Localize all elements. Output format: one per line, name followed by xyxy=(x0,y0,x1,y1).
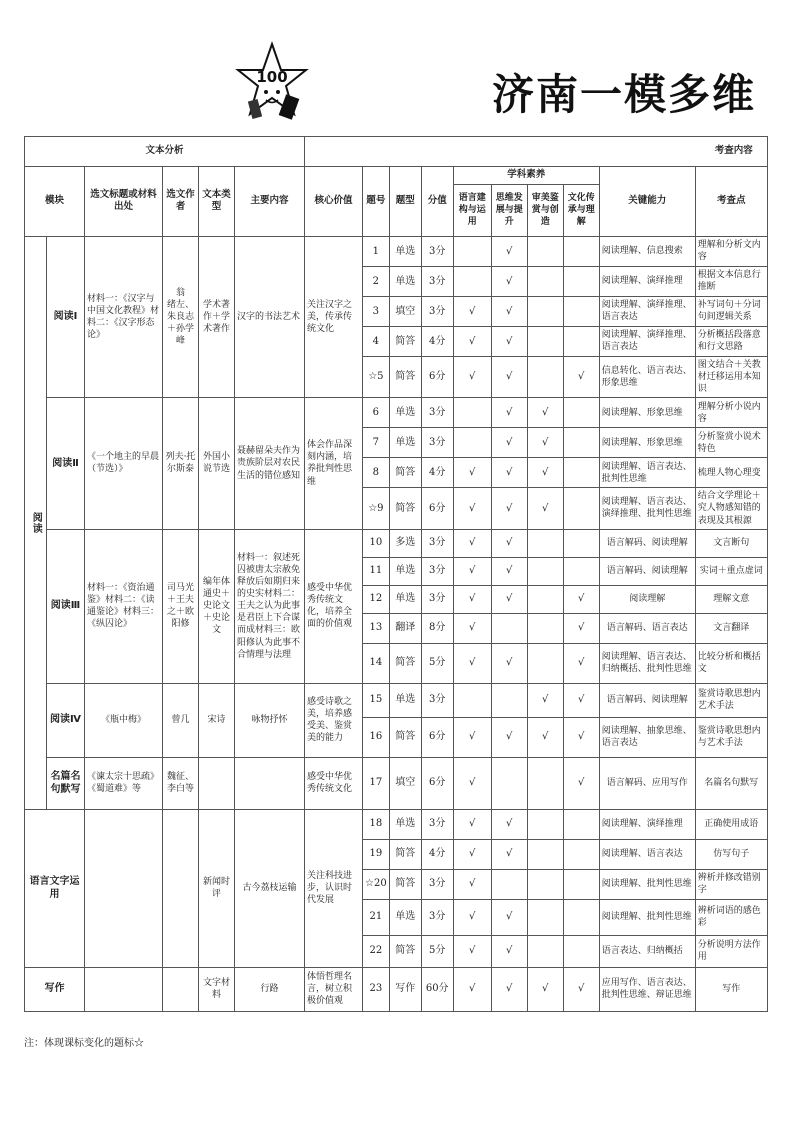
score: 3分 xyxy=(421,266,453,296)
ability: 阅读理解、批判性思维 xyxy=(599,869,695,899)
score: 3分 xyxy=(421,529,453,557)
ability: 阅读理解、演绎推理 xyxy=(599,266,695,296)
ability: 阅读理解、形象思维 xyxy=(599,398,695,428)
qtype: 单选 xyxy=(389,585,421,613)
check-lit4: √ xyxy=(563,613,599,643)
check-lit3: √ xyxy=(527,717,563,757)
exam-point: 理解分析小说内容 xyxy=(695,398,767,428)
exam-point: 梳理人物心理变 xyxy=(695,458,767,488)
check-lit4: √ xyxy=(563,967,599,1011)
score: 3分 xyxy=(421,398,453,428)
module-reading-2: 阅读Ⅱ xyxy=(47,398,85,529)
check-lit1: √ xyxy=(453,935,491,967)
check-lit1: √ xyxy=(453,717,491,757)
score: 4分 xyxy=(421,458,453,488)
header-score: 分值 xyxy=(421,167,453,237)
check-lit2: √ xyxy=(491,839,527,869)
exam-point: 分析概括段落意和行文思路 xyxy=(695,326,767,356)
qtype: 多选 xyxy=(389,529,421,557)
author-reading-4: 曾几 xyxy=(163,683,199,757)
check-lit1: √ xyxy=(453,529,491,557)
check-lit4 xyxy=(563,236,599,266)
check-lit1: √ xyxy=(453,643,491,683)
check-lit4 xyxy=(563,428,599,458)
score: 3分 xyxy=(421,899,453,935)
header-ability: 关键能力 xyxy=(599,167,695,237)
ability: 应用写作、语言表达、批判性思维、辩证思维 xyxy=(599,967,695,1011)
check-lit1: √ xyxy=(453,458,491,488)
check-lit3 xyxy=(527,869,563,899)
header-text-analysis: 文本分析 xyxy=(25,137,305,167)
score: 6分 xyxy=(421,488,453,529)
qtype: 填空 xyxy=(389,757,421,809)
check-lit1: √ xyxy=(453,839,491,869)
check-lit4 xyxy=(563,899,599,935)
check-lit3 xyxy=(527,935,563,967)
exam-point: 写作 xyxy=(695,967,767,1011)
check-lit2: √ xyxy=(491,899,527,935)
ability: 阅读理解、语言表达、归纳概括、批判性思维 xyxy=(599,643,695,683)
check-lit1 xyxy=(453,683,491,717)
check-lit2: √ xyxy=(491,585,527,613)
star-mascot-icon xyxy=(236,42,308,124)
check-lit1 xyxy=(453,236,491,266)
value-famous-lines: 感受中华优秀传统文化 xyxy=(305,757,363,809)
check-lit2: √ xyxy=(491,643,527,683)
source-language-use xyxy=(85,809,163,967)
check-lit1 xyxy=(453,428,491,458)
check-lit4: √ xyxy=(563,643,599,683)
check-lit2: √ xyxy=(491,458,527,488)
qno: 12 xyxy=(363,585,390,613)
check-lit1: √ xyxy=(453,356,491,397)
exam-point: 鉴赏诗歌思想内艺术手法 xyxy=(695,683,767,717)
check-lit3 xyxy=(527,557,563,585)
qtype: 单选 xyxy=(389,398,421,428)
type-reading-4: 宋诗 xyxy=(199,683,235,757)
author-reading-1: 翁 绪左、朱良志＋孙学峰 xyxy=(163,236,199,397)
exam-point: 实词＋重点虚词 xyxy=(695,557,767,585)
page-header xyxy=(0,0,800,128)
qno: 17 xyxy=(363,757,390,809)
check-lit2: √ xyxy=(491,935,527,967)
score: 60分 xyxy=(421,967,453,1011)
type-language-use: 新闻时评 xyxy=(199,809,235,967)
header-core-value: 核心价值 xyxy=(305,167,363,237)
module-reading-4: 阅读Ⅳ xyxy=(47,683,85,757)
check-lit4 xyxy=(563,398,599,428)
exam-point: 理解和分析文内容 xyxy=(695,236,767,266)
ability: 阅读理解、信息搜索 xyxy=(599,236,695,266)
source-reading-2: 《一个地主的早晨（节选）》 xyxy=(85,398,163,529)
exam-point: 名篇名句默写 xyxy=(695,757,767,809)
content-reading-2: 聂赫留朵夫作为贵族阶层对农民生活的错位感知 xyxy=(235,398,305,529)
qno: 6 xyxy=(363,398,390,428)
check-lit2: √ xyxy=(491,398,527,428)
check-lit1: √ xyxy=(453,967,491,1011)
check-lit4: √ xyxy=(563,717,599,757)
ability: 语言解码、阅读理解 xyxy=(599,557,695,585)
check-lit1 xyxy=(453,398,491,428)
ability: 阅读理解、语言表达、演绎推理、批判性思维 xyxy=(599,488,695,529)
qtype: 单选 xyxy=(389,266,421,296)
qno: 7 xyxy=(363,428,390,458)
check-lit3 xyxy=(527,809,563,839)
header-qno: 题号 xyxy=(363,167,390,237)
score: 3分 xyxy=(421,296,453,326)
type-writing: 文字材料 xyxy=(199,967,235,1011)
content-language-use: 古今荔枝运输 xyxy=(235,809,305,967)
check-lit2: √ xyxy=(491,296,527,326)
check-lit2: √ xyxy=(491,967,527,1011)
exam-point: 辨析词语的感色彩 xyxy=(695,899,767,935)
check-lit2 xyxy=(491,757,527,809)
author-famous-lines: 魏征、李白等 xyxy=(163,757,199,809)
check-lit3: √ xyxy=(527,967,563,1011)
qno: 1 xyxy=(363,236,390,266)
content-reading-3: 材料一：叙述死囚被唐太宗赦免释放后如期归来的史实材料二：王夫之认为此事是君臣上下合谋而成材料三：欧阳修认为此事不合情理与法理 xyxy=(235,529,305,683)
ability: 阅读理解、批判性思维 xyxy=(599,899,695,935)
check-lit4: √ xyxy=(563,757,599,809)
header-qtype: 题型 xyxy=(389,167,421,237)
footnote: 注：体现课标变化的题标☆ xyxy=(24,1038,144,1049)
ability: 语言解码、阅读理解 xyxy=(599,529,695,557)
ability: 阅读理解、演绎推理 xyxy=(599,809,695,839)
check-lit4 xyxy=(563,296,599,326)
page-title: 济南一模多维 xyxy=(492,70,757,119)
source-reading-3: 材料一：《资治通鉴》材料二：《读通鉴论》材料三：《纵囚论》 xyxy=(85,529,163,683)
exam-point: 图文结合＋关教材迁移运用本知识 xyxy=(695,356,767,397)
score: 5分 xyxy=(421,935,453,967)
qtype: 简答 xyxy=(389,458,421,488)
ability: 语言解码、语言表达 xyxy=(599,613,695,643)
qtype: 单选 xyxy=(389,557,421,585)
header-source: 选文标题或材料出处 xyxy=(85,167,163,237)
type-reading-1: 学术著作＋学术著作 xyxy=(199,236,235,397)
exam-point: 理解文意 xyxy=(695,585,767,613)
score: 6分 xyxy=(421,356,453,397)
qno: 22 xyxy=(363,935,390,967)
qtype: 简答 xyxy=(389,326,421,356)
exam-point: 分析鉴赏小说术特色 xyxy=(695,428,767,458)
check-lit4 xyxy=(563,266,599,296)
check-lit3: √ xyxy=(527,398,563,428)
source-reading-4: 《瓶中梅》 xyxy=(85,683,163,757)
type-famous-lines xyxy=(199,757,235,809)
score: 3分 xyxy=(421,683,453,717)
qno: 10 xyxy=(363,529,390,557)
content-writing: 行路 xyxy=(235,967,305,1011)
header-module: 模块 xyxy=(25,167,85,237)
exam-point: 结合文学理论＋究人物感知错的表现及其根源 xyxy=(695,488,767,529)
check-lit4 xyxy=(563,529,599,557)
header-literacy-language: 语言建构与运用 xyxy=(453,184,491,236)
check-lit2: √ xyxy=(491,428,527,458)
ability: 语言表达、归纳概括 xyxy=(599,935,695,967)
ability: 阅读理解、语言表达、批判性思维 xyxy=(599,458,695,488)
ability: 阅读理解、演绎推理、语言表达 xyxy=(599,326,695,356)
check-lit3 xyxy=(527,296,563,326)
check-lit3 xyxy=(527,529,563,557)
source-writing xyxy=(85,967,163,1011)
check-lit2: √ xyxy=(491,529,527,557)
check-lit3 xyxy=(527,899,563,935)
check-lit2 xyxy=(491,869,527,899)
score: 3分 xyxy=(421,557,453,585)
check-lit2 xyxy=(491,613,527,643)
check-lit3 xyxy=(527,585,563,613)
check-lit1 xyxy=(453,266,491,296)
check-lit2: √ xyxy=(491,557,527,585)
exam-point: 文言翻译 xyxy=(695,613,767,643)
check-lit4 xyxy=(563,809,599,839)
value-language-use: 关注科技进步，认识时代发展 xyxy=(305,809,363,967)
source-famous-lines: 《谏太宗十思疏》《蜀道难》等 xyxy=(85,757,163,809)
score: 4分 xyxy=(421,839,453,869)
author-writing xyxy=(163,967,199,1011)
qtype: 简答 xyxy=(389,488,421,529)
content-reading-1: 汉字的书法艺术 xyxy=(235,236,305,397)
check-lit2: √ xyxy=(491,266,527,296)
check-lit2: √ xyxy=(491,236,527,266)
qno: ☆5 xyxy=(363,356,390,397)
svg-text:100: 100 xyxy=(256,68,288,86)
module-language-use: 语言文字运用 xyxy=(25,809,85,967)
check-lit3: √ xyxy=(527,488,563,529)
reading-label: 阅读 xyxy=(25,236,47,809)
module-famous-lines: 名篇名句默写 xyxy=(47,757,85,809)
exam-analysis-table xyxy=(24,136,768,1012)
check-lit4 xyxy=(563,935,599,967)
ability: 阅读理解、演绎推理、语言表达 xyxy=(599,296,695,326)
header-point: 考查点 xyxy=(695,167,767,237)
check-lit3: √ xyxy=(527,683,563,717)
score: 6分 xyxy=(421,757,453,809)
check-lit1: √ xyxy=(453,296,491,326)
check-lit2: √ xyxy=(491,809,527,839)
qno: 15 xyxy=(363,683,390,717)
check-lit3 xyxy=(527,326,563,356)
check-lit1: √ xyxy=(453,326,491,356)
check-lit1: √ xyxy=(453,899,491,935)
check-lit1: √ xyxy=(453,757,491,809)
check-lit3 xyxy=(527,839,563,869)
qno: ☆20 xyxy=(363,869,390,899)
author-reading-3: 司马光＋王夫之＋欧阳修 xyxy=(163,529,199,683)
qtype: 填空 xyxy=(389,296,421,326)
exam-point: 文言断句 xyxy=(695,529,767,557)
qno: 16 xyxy=(363,717,390,757)
qno: 8 xyxy=(363,458,390,488)
qtype: 简答 xyxy=(389,356,421,397)
qtype: 简答 xyxy=(389,717,421,757)
check-lit3: √ xyxy=(527,428,563,458)
content-reading-4: 咏物抒怀 xyxy=(235,683,305,757)
score: 3分 xyxy=(421,809,453,839)
check-lit4 xyxy=(563,869,599,899)
exam-point: 鉴赏诗歌思想内与艺术手法 xyxy=(695,717,767,757)
type-reading-2: 外国小说节选 xyxy=(199,398,235,529)
header-author: 选文作者 xyxy=(163,167,199,237)
qno: 3 xyxy=(363,296,390,326)
value-reading-2: 体会作品深刻内涵，培养批判性思维 xyxy=(305,398,363,529)
qtype: 单选 xyxy=(389,236,421,266)
qtype: 简答 xyxy=(389,869,421,899)
module-reading-3: 阅读Ⅲ xyxy=(47,529,85,683)
qtype: 翻译 xyxy=(389,613,421,643)
value-writing: 体悟哲理名言，树立积极价值观 xyxy=(305,967,363,1011)
header-literacy-aesthetic: 审美鉴赏与创造 xyxy=(527,184,563,236)
qtype: 单选 xyxy=(389,683,421,717)
qtype: 写作 xyxy=(389,967,421,1011)
exam-point: 正确使用成语 xyxy=(695,809,767,839)
check-lit1: √ xyxy=(453,613,491,643)
check-lit4 xyxy=(563,326,599,356)
check-lit2: √ xyxy=(491,356,527,397)
check-lit3 xyxy=(527,266,563,296)
header-main-content: 主要内容 xyxy=(235,167,305,237)
check-lit4 xyxy=(563,557,599,585)
type-reading-3: 编年体通史＋史论文＋史论文 xyxy=(199,529,235,683)
check-lit2: √ xyxy=(491,326,527,356)
check-lit1: √ xyxy=(453,809,491,839)
module-reading-1: 阅读Ⅰ xyxy=(47,236,85,397)
score: 3分 xyxy=(421,428,453,458)
ability: 阅读理解 xyxy=(599,585,695,613)
qno: 21 xyxy=(363,899,390,935)
qtype: 单选 xyxy=(389,899,421,935)
value-reading-3: 感受中华优秀传统文化，培养全面的价值观 xyxy=(305,529,363,683)
qno: 4 xyxy=(363,326,390,356)
score: 4分 xyxy=(421,326,453,356)
score: 3分 xyxy=(421,236,453,266)
qno: 14 xyxy=(363,643,390,683)
score: 3分 xyxy=(421,585,453,613)
source-reading-1: 材料一：《汉字与中国文化教程》材料二：《汉字形态论》 xyxy=(85,236,163,397)
check-lit3: √ xyxy=(527,458,563,488)
ability: 阅读理解、抽象思维、语言表达 xyxy=(599,717,695,757)
ability: 阅读理解、形象思维 xyxy=(599,428,695,458)
ability: 信息转化、语言表达、形象思维 xyxy=(599,356,695,397)
check-lit1: √ xyxy=(453,488,491,529)
check-lit4 xyxy=(563,458,599,488)
check-lit3 xyxy=(527,236,563,266)
header-literacy-culture: 文化传承与理解 xyxy=(563,184,599,236)
score: 5分 xyxy=(421,643,453,683)
qtype: 简答 xyxy=(389,935,421,967)
qno: 13 xyxy=(363,613,390,643)
header-core-literacy: 学科素养 xyxy=(453,167,599,185)
ability: 阅读理解、语言表达 xyxy=(599,839,695,869)
score: 3分 xyxy=(421,869,453,899)
ability: 语言解码、阅读理解 xyxy=(599,683,695,717)
check-lit3 xyxy=(527,643,563,683)
exam-point: 比较分析和概括文 xyxy=(695,643,767,683)
check-lit3 xyxy=(527,356,563,397)
check-lit4: √ xyxy=(563,683,599,717)
content-famous-lines xyxy=(235,757,305,809)
exam-point: 辨析并修改错别字 xyxy=(695,869,767,899)
check-lit1: √ xyxy=(453,869,491,899)
header-text-type: 文本类型 xyxy=(199,167,235,237)
qtype: 简答 xyxy=(389,643,421,683)
header-exam-content: 考查内容 xyxy=(305,137,768,167)
qtype: 简答 xyxy=(389,839,421,869)
qno: 2 xyxy=(363,266,390,296)
module-writing: 写作 xyxy=(25,967,85,1011)
check-lit4 xyxy=(563,488,599,529)
check-lit2: √ xyxy=(491,488,527,529)
check-lit1: √ xyxy=(453,585,491,613)
header-literacy-thinking: 思维发展与提升 xyxy=(491,184,527,236)
author-reading-2: 列夫·托尔斯泰 xyxy=(163,398,199,529)
check-lit2 xyxy=(491,683,527,717)
check-lit2: √ xyxy=(491,717,527,757)
check-lit3 xyxy=(527,757,563,809)
qno: 19 xyxy=(363,839,390,869)
exam-point: 分析说明方法作用 xyxy=(695,935,767,967)
score: 6分 xyxy=(421,717,453,757)
value-reading-1: 关注汉字之美，传承传统文化 xyxy=(305,236,363,397)
qno: 23 xyxy=(363,967,390,1011)
qtype: 单选 xyxy=(389,809,421,839)
qtype: 单选 xyxy=(389,428,421,458)
check-lit4: √ xyxy=(563,356,599,397)
qno: 11 xyxy=(363,557,390,585)
exam-point: 根据文本信息行推断 xyxy=(695,266,767,296)
check-lit1: √ xyxy=(453,557,491,585)
qno: ☆9 xyxy=(363,488,390,529)
exam-point: 补写词句＋分词句间逻辑关系 xyxy=(695,296,767,326)
ability: 语言解码、应用写作 xyxy=(599,757,695,809)
check-lit4 xyxy=(563,839,599,869)
qno: 18 xyxy=(363,809,390,839)
value-reading-4: 感受诗歌之美，培养感受美、鉴赏美的能力 xyxy=(305,683,363,757)
check-lit3 xyxy=(527,613,563,643)
score: 8分 xyxy=(421,613,453,643)
author-language-use xyxy=(163,809,199,967)
check-lit4: √ xyxy=(563,585,599,613)
exam-point: 仿写句子 xyxy=(695,839,767,869)
